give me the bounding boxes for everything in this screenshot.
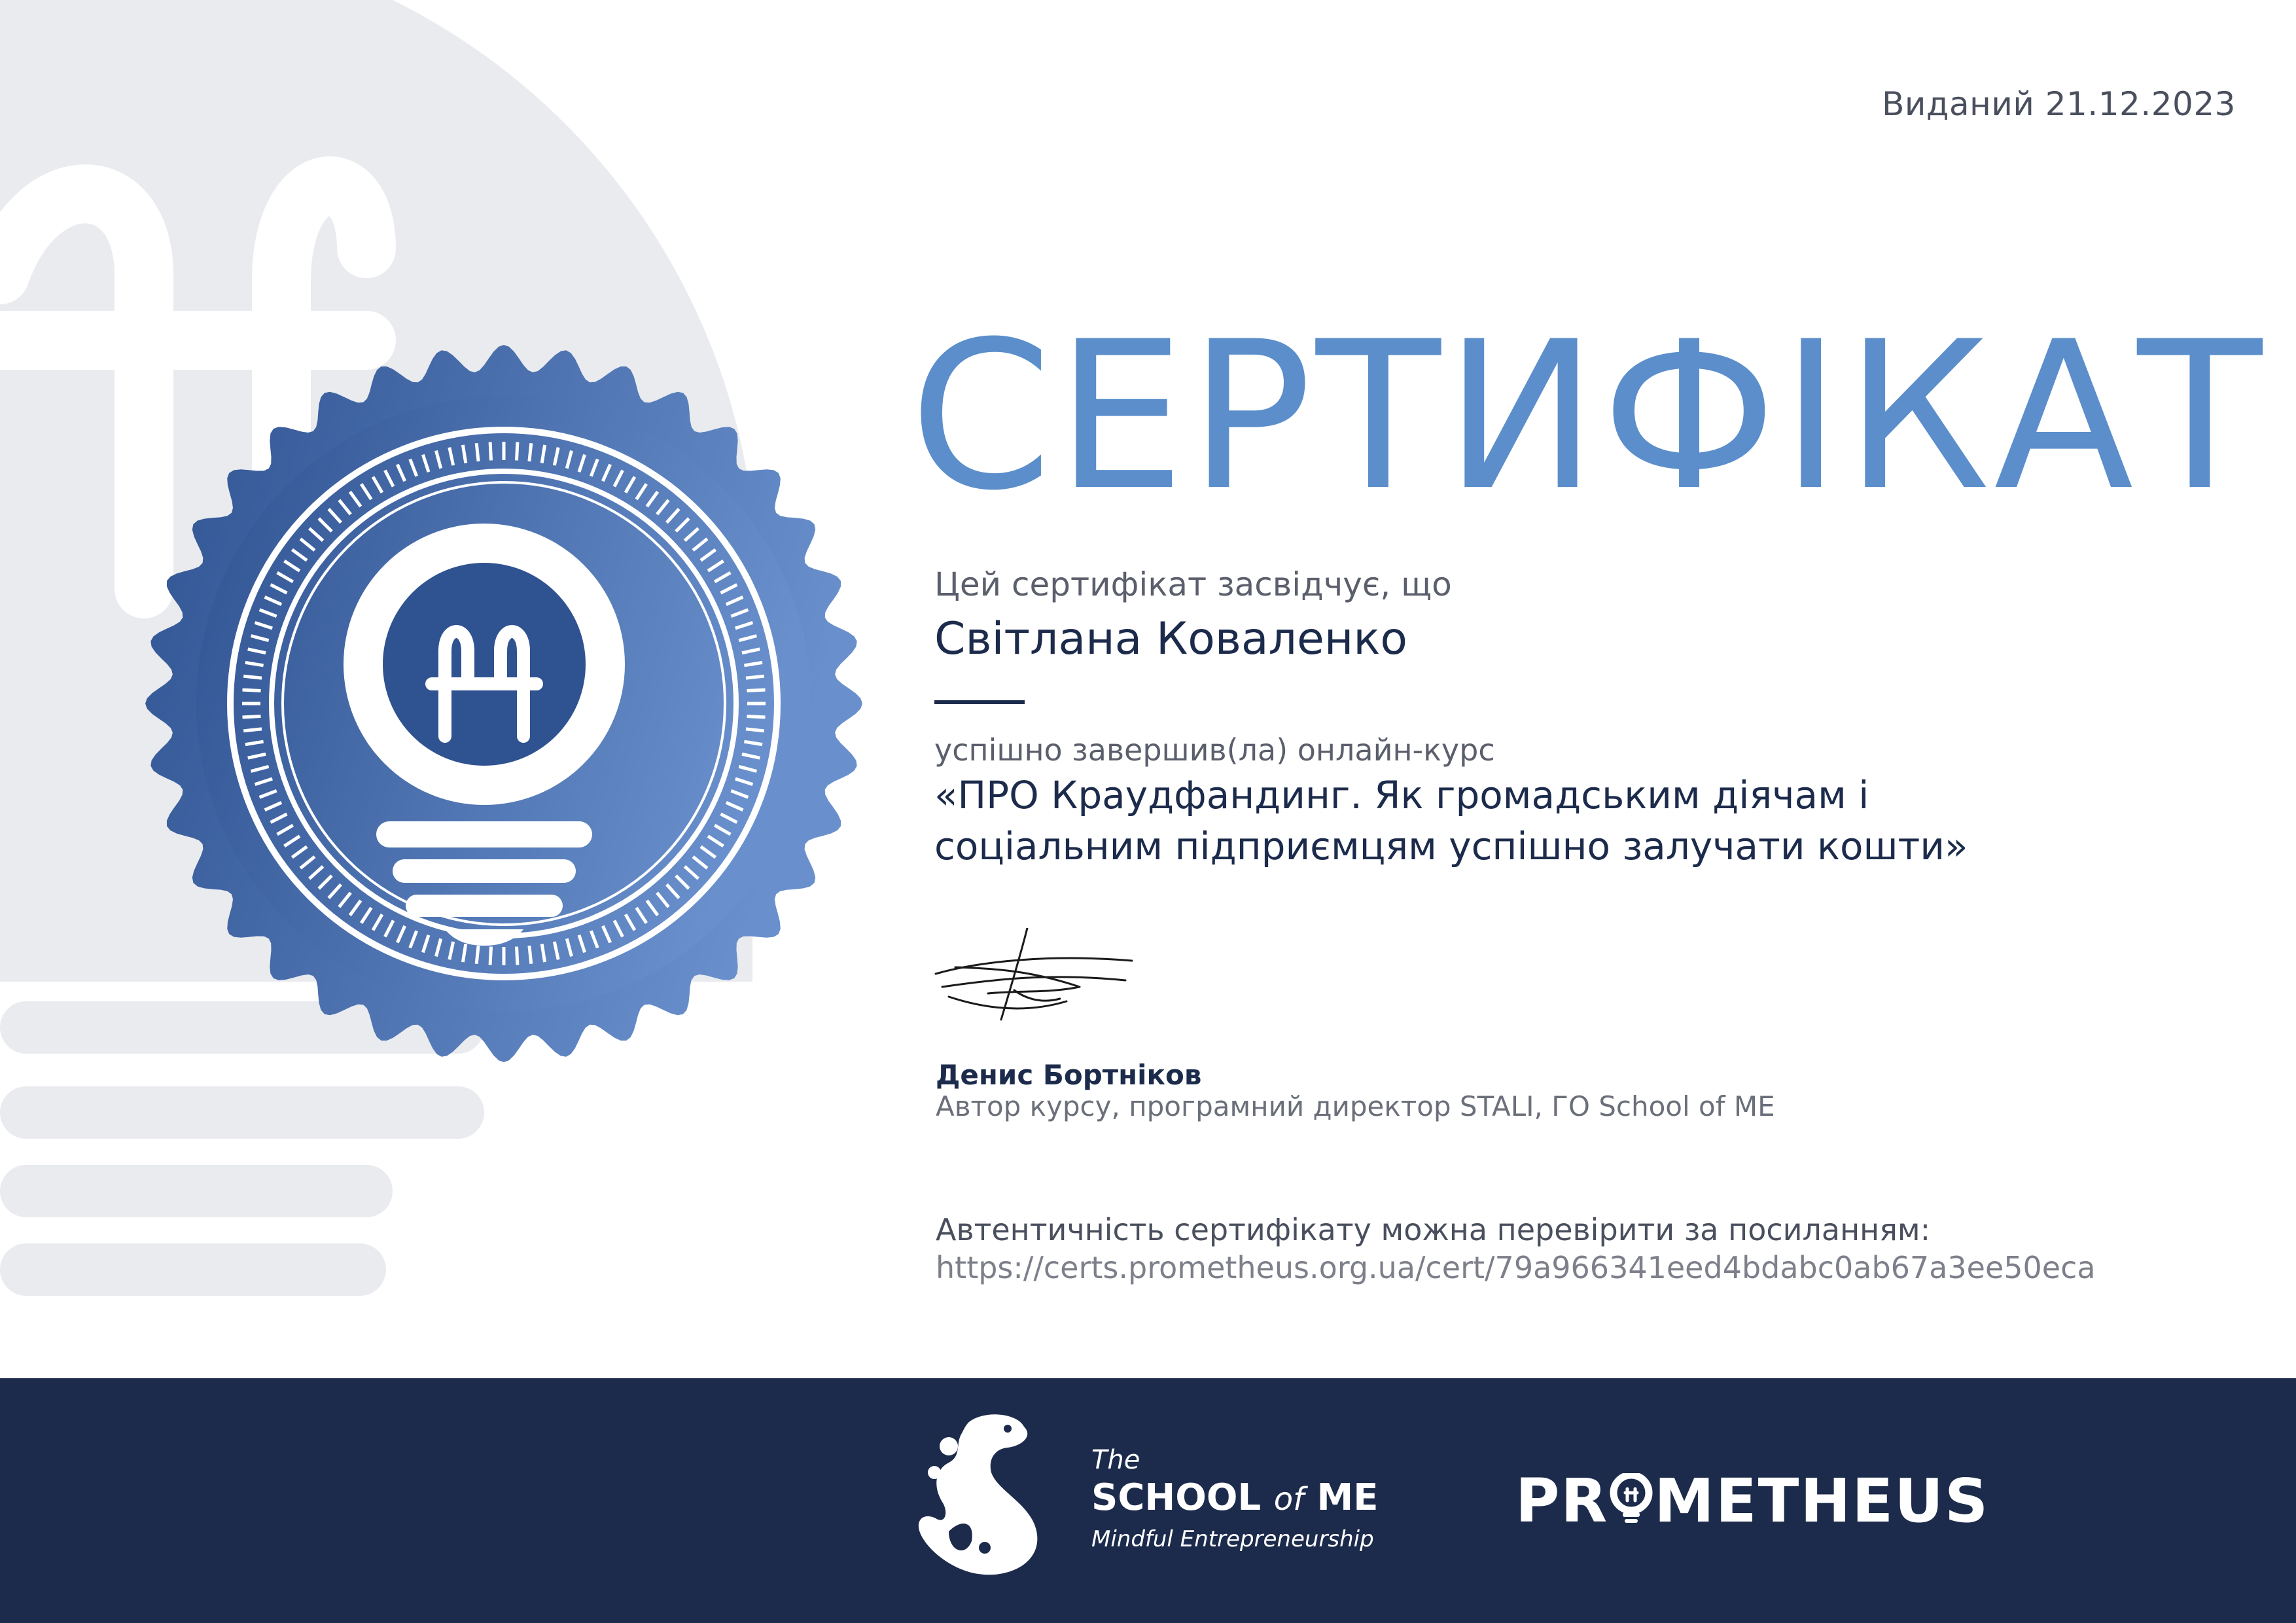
prometheus-logo-start: PR	[1515, 1466, 1609, 1536]
school-of-me-tagline: Mindful Entrepreneurship	[1091, 1526, 1374, 1552]
seal-badge-icon	[134, 334, 874, 1073]
school-of-me-school: SCHOOL	[1091, 1476, 1262, 1519]
school-of-me-wordmark	[1091, 1476, 1378, 1519]
verification-label: Автентичність сертифікату можна перевірити за посиланням:	[936, 1212, 1931, 1247]
completed-text: успішно завершив(ла) онлайн-курс	[934, 732, 1495, 768]
signer-name: Денис Бортніков	[936, 1059, 1202, 1091]
recipient-name: Світлана Коваленко	[934, 613, 1407, 665]
signature	[929, 928, 1139, 1033]
course-title-line: соціальним підприємцям успішно залучати кошти»	[934, 824, 1968, 868]
school-of-me-me: ME	[1316, 1476, 1379, 1519]
school-of-me-of: of	[1273, 1481, 1304, 1518]
course-title	[934, 770, 2230, 872]
prometheus-logo-end: METHEUS	[1654, 1466, 1990, 1536]
course-title-line: «ПРО Краудфандинг. Як громадським діячам і	[934, 773, 1869, 817]
prometheus-bulb-icon	[1608, 1473, 1654, 1525]
school-of-me-the: The	[1091, 1445, 1140, 1475]
certificate-title: СЕРТИФІКАТ	[910, 297, 2267, 535]
certificate-body	[934, 563, 2230, 872]
verification-link[interactable]: https://certs.prometheus.org.ua/cert/79a966341eed4bdabc0ab67a3ee50eca	[936, 1250, 2096, 1285]
name-divider	[934, 700, 1025, 704]
signer-role: Автор курсу, програмний директор STALI, ГО School of ME	[936, 1090, 1775, 1122]
prometheus-logo	[1515, 1466, 1989, 1536]
issue-date: Виданий 21.12.2023	[1882, 85, 2236, 123]
certifies-text: Цей сертифікат засвідчує, що	[934, 565, 1452, 603]
school-of-me-mascot-icon	[910, 1407, 1047, 1577]
